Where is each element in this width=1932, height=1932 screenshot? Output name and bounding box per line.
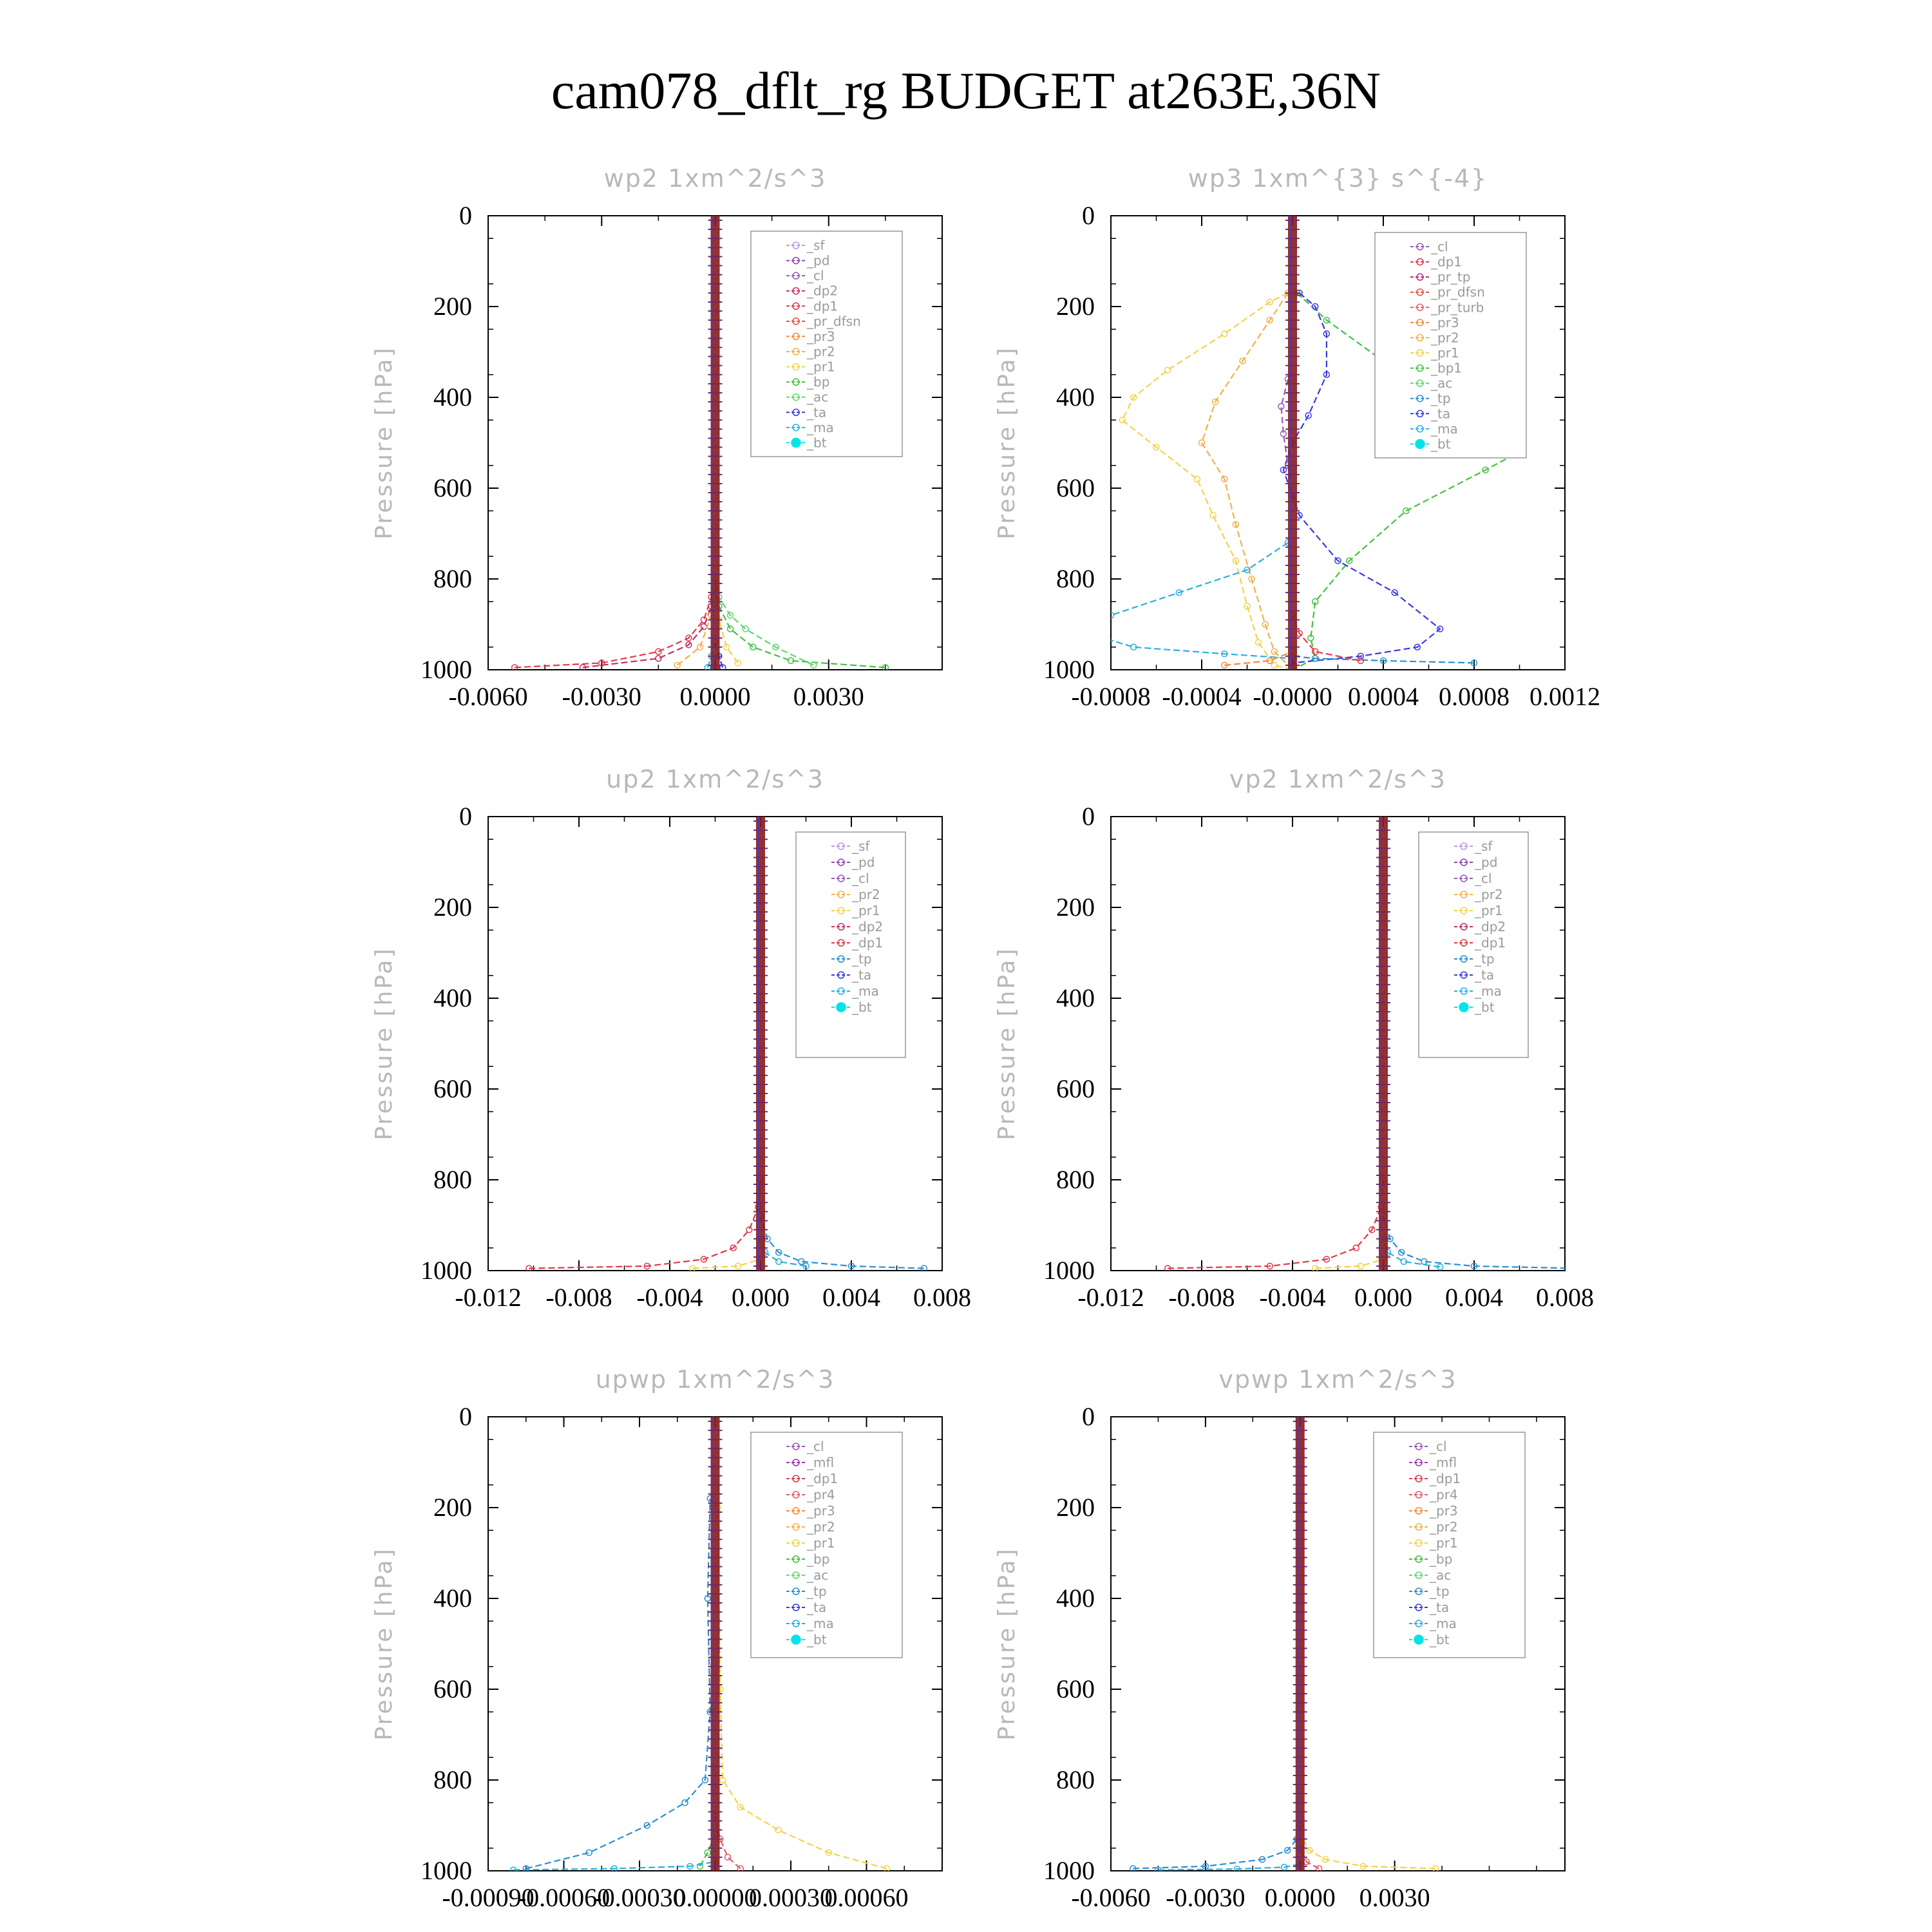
x-tick-label: -0.0060 — [448, 682, 528, 711]
legend-entry-label: _pr1 — [807, 1535, 835, 1551]
panel-title: up2 1xm^2/s^3 — [606, 765, 824, 793]
series-point-_pr1 — [1222, 331, 1227, 337]
y-tick-label: 0 — [459, 802, 472, 831]
x-tick-label: 0.004 — [822, 1283, 880, 1312]
legend-entry-label: _dp1 — [1475, 935, 1506, 951]
legend-entry-label: _pr3 — [1431, 314, 1459, 330]
legend-entry-label: _tp — [852, 951, 872, 967]
y-tick-label: 400 — [433, 383, 472, 412]
y-axis-label: Pressure [hPa] — [994, 346, 1020, 540]
legend-entry-label: _pr_dfsn — [1431, 284, 1485, 300]
charts-container — [371, 164, 1600, 1912]
legend-entry-label: _pr1 — [1430, 1535, 1458, 1551]
legend-entry-label: _pd — [852, 855, 875, 870]
y-tick-label: 400 — [1056, 383, 1095, 412]
y-tick-label: 0 — [459, 1402, 472, 1431]
x-tick-label: -0.0000 — [1253, 682, 1332, 711]
x-tick-label: 0.0000 — [679, 682, 751, 711]
y-tick-label: 800 — [433, 1165, 472, 1194]
y-tick-label: 200 — [433, 1493, 472, 1522]
series-point-_pr1 — [775, 1827, 781, 1833]
legend-entry-label: _dp1 — [807, 298, 838, 314]
legend — [751, 231, 902, 457]
legend-entry-label: _dp1 — [1431, 254, 1463, 270]
legend-entry-label: _ta — [1430, 1600, 1450, 1615]
x-tick-label: 0.0030 — [793, 682, 864, 711]
series-line-_pr1 — [692, 1259, 761, 1268]
y-tick-label: 200 — [1056, 893, 1095, 922]
legend-entry-label: _ac — [1430, 1567, 1452, 1583]
legend-entry-label: _ma — [1475, 983, 1502, 999]
legend-entry-label: _bt — [1475, 999, 1495, 1015]
legend-entry-label: _pr_dfsn — [807, 313, 861, 329]
legend-marker-_bt — [791, 1635, 800, 1644]
x-tick-label: -0.0030 — [1166, 1883, 1245, 1912]
y-tick-label: 600 — [1056, 473, 1095, 502]
series-line-_pr1 — [1300, 1835, 1436, 1869]
legend-entry-label: _ma — [807, 1616, 834, 1631]
series-point-_bp — [750, 644, 756, 650]
legend-entry-label: _pr2 — [1430, 1519, 1458, 1535]
y-axis-label: Pressure [hPa] — [371, 947, 397, 1141]
legend-entry-label: _pr_tp — [1431, 269, 1471, 285]
y-tick-label: 200 — [433, 292, 472, 321]
y-tick-label: 0 — [1082, 1402, 1095, 1431]
legend — [1419, 832, 1528, 1057]
legend-entry-label: _bp — [1430, 1551, 1453, 1567]
series-line-_pr1 — [1315, 1259, 1383, 1268]
series-line-_ma — [1158, 1864, 1300, 1870]
legend — [1375, 232, 1526, 458]
legend-entry-label: _cl — [1431, 239, 1448, 254]
series-line-_dp1 — [1293, 615, 1361, 661]
x-tick-label: -0.0030 — [562, 682, 641, 711]
legend-marker-_bt — [837, 1003, 846, 1012]
series-point-_dp2 — [656, 656, 661, 661]
panel-title: upwp 1xm^2/s^3 — [595, 1365, 835, 1394]
series-line-_ma — [1088, 543, 1293, 659]
legend-entry-label: _ma — [1431, 421, 1458, 437]
series-point-_bp — [728, 626, 734, 632]
y-tick-label: 600 — [1056, 1074, 1095, 1103]
y-tick-label: 1000 — [1043, 1256, 1095, 1285]
y-tick-label: 800 — [433, 1765, 472, 1794]
chart-panel-vp2 — [994, 765, 1594, 1312]
legend-box — [796, 832, 905, 1057]
legend-entry-label: _dp1 — [1430, 1471, 1461, 1486]
x-tick-label: 0.00000 — [673, 1883, 757, 1912]
y-tick-label: 200 — [433, 893, 472, 922]
series-line-_dp1 — [529, 1180, 761, 1269]
y-tick-label: 600 — [433, 1674, 472, 1703]
legend — [751, 1432, 902, 1658]
x-tick-label: 0.00030 — [749, 1883, 833, 1912]
legend-entry-label: _pr2 — [1431, 330, 1459, 346]
legend-entry-label: _bp — [807, 374, 830, 390]
figure-title: cam078_dflt_rg BUDGET at263E,36N — [551, 61, 1381, 120]
legend-marker-_bt — [1416, 439, 1425, 448]
x-tick-label: 0.0000 — [1264, 1883, 1336, 1912]
legend-entry-label: _mfl — [1430, 1455, 1457, 1470]
series-line-_tp — [1383, 1216, 1577, 1268]
y-tick-label: 600 — [433, 473, 472, 502]
y-tick-label: 800 — [433, 564, 472, 593]
series-point-_ma — [1085, 630, 1091, 636]
series-line-_dp1 — [515, 579, 715, 668]
legend-entry-label: _pr_turb — [1431, 299, 1484, 316]
chart-panel-upwp — [371, 1365, 942, 1912]
series-point-_pr1 — [1119, 417, 1125, 423]
legend-entry-label: _bp1 — [1431, 360, 1463, 376]
y-tick-label: 1000 — [421, 655, 472, 684]
y-tick-label: 400 — [433, 1584, 472, 1613]
x-tick-label: -0.0008 — [1071, 682, 1151, 711]
legend-entry-label: _ac — [1431, 375, 1453, 392]
series-line-_tp — [526, 1499, 710, 1869]
y-tick-label: 600 — [433, 1074, 472, 1103]
legend-entry-label: _ma — [1430, 1616, 1457, 1631]
legend-entry-label: _ta — [852, 967, 872, 983]
legend-entry-label: _pr2 — [852, 887, 880, 902]
series-point-_dp2 — [701, 624, 706, 630]
y-tick-label: 200 — [1056, 292, 1095, 321]
legend-entry-label: _ma — [852, 983, 879, 999]
legend-marker-_bt — [1459, 1003, 1468, 1012]
legend-entry-label: _tp — [807, 1584, 827, 1599]
legend-entry-label: _dp1 — [852, 935, 884, 951]
legend-entry-label: _mfl — [807, 1455, 835, 1470]
series-line-_tp — [1133, 1826, 1300, 1869]
chart-panel-vpwp — [994, 1365, 1565, 1912]
legend-entry-label: _sf — [852, 838, 870, 854]
x-tick-label: 0.0004 — [1348, 682, 1419, 711]
y-axis-label: Pressure [hPa] — [371, 346, 397, 540]
series-line-_pr2 — [1202, 293, 1293, 670]
x-tick-label: 0.00060 — [824, 1883, 909, 1912]
legend-entry-label: _pr3 — [807, 1503, 835, 1519]
legend-entry-label: _pd — [807, 252, 830, 269]
y-tick-label: 0 — [1082, 201, 1095, 230]
x-tick-label: -0.0004 — [1162, 682, 1242, 711]
legend-entry-label: _sf — [1475, 838, 1493, 854]
y-tick-label: 1000 — [421, 1256, 472, 1285]
y-axis-label: Pressure [hPa] — [371, 1547, 397, 1741]
series-line-_ma — [1383, 1239, 1440, 1267]
legend — [796, 832, 905, 1057]
legend-entry-label: _cl — [1430, 1439, 1447, 1454]
series-line-_dp2 — [583, 588, 715, 667]
legend-entry-label: _tp — [1475, 951, 1495, 967]
legend-entry-label: _pr2 — [807, 1519, 835, 1535]
legend-entry-label: _pr4 — [807, 1487, 835, 1502]
chart-panel-wp2 — [371, 164, 942, 711]
legend-entry-label: _ta — [807, 404, 827, 421]
x-tick-label: 0.004 — [1445, 1283, 1503, 1312]
y-tick-label: 600 — [1056, 1674, 1095, 1703]
series-point-_pr2 — [674, 662, 680, 668]
legend-entry-label: _bt — [852, 999, 872, 1015]
y-tick-label: 1000 — [1043, 655, 1095, 684]
legend-box — [1419, 832, 1528, 1057]
x-tick-label: -0.00030 — [593, 1883, 686, 1912]
x-tick-label: 0.000 — [732, 1283, 790, 1312]
series-point-_dp1 — [1353, 1245, 1359, 1251]
y-tick-label: 200 — [1056, 1493, 1095, 1522]
legend-entry-label: _dp2 — [852, 919, 884, 934]
x-tick-label: -0.004 — [636, 1283, 703, 1312]
legend-entry-label: _cl — [852, 871, 869, 886]
chart-panel-up2 — [371, 765, 971, 1312]
x-tick-label: -0.008 — [545, 1283, 612, 1312]
panel-title: wp3 1xm^{3} s^{-4} — [1188, 164, 1488, 193]
legend-marker-_bt — [1414, 1635, 1423, 1644]
y-axis-label: Pressure [hPa] — [994, 947, 1020, 1141]
legend-entry-label: _cl — [807, 1439, 824, 1454]
legend-entry-label: _bt — [1431, 436, 1451, 452]
y-tick-label: 400 — [1056, 983, 1095, 1012]
x-tick-label: -0.00060 — [517, 1883, 611, 1912]
legend — [1374, 1432, 1525, 1658]
legend-entry-label: _bt — [807, 1632, 827, 1647]
x-tick-label: 0.0008 — [1439, 682, 1510, 711]
legend-entry-label: _pr1 — [807, 359, 835, 375]
legend-entry-label: _dp2 — [807, 283, 838, 299]
x-tick-label: 0.0012 — [1530, 682, 1600, 711]
legend-entry-label: _pd — [1475, 855, 1498, 870]
y-tick-label: 800 — [1056, 1165, 1095, 1194]
y-tick-label: 800 — [1056, 1765, 1095, 1794]
series-point-_pr1 — [1256, 639, 1262, 645]
legend-entry-label: _tp — [1430, 1584, 1450, 1599]
series-point-_dp1 — [746, 1227, 752, 1233]
x-tick-label: -0.00090 — [442, 1883, 535, 1912]
legend-entry-label: _sf — [807, 238, 825, 253]
legend-entry-label: _pr3 — [807, 328, 835, 345]
legend-entry-label: _ac — [807, 1567, 829, 1583]
legend-entry-label: _dp2 — [1475, 919, 1506, 934]
legend-entry-label: _pr4 — [1430, 1487, 1458, 1502]
legend-entry-label: _bp — [807, 1551, 830, 1567]
legend-entry-label: _pr2 — [1475, 887, 1503, 902]
panel-title: vp2 1xm^2/s^3 — [1229, 765, 1447, 793]
y-tick-label: 0 — [1082, 802, 1095, 831]
legend-entry-label: _ta — [807, 1600, 827, 1615]
legend-entry-label: _bt — [807, 435, 827, 451]
legend-entry-label: _cl — [807, 268, 824, 284]
legend-entry-label: _ta — [1431, 406, 1451, 422]
legend-entry-label: _pr3 — [1430, 1503, 1458, 1519]
panel-title: wp2 1xm^2/s^3 — [603, 164, 827, 193]
y-tick-label: 400 — [433, 983, 472, 1012]
series-line-_dp1 — [1168, 1180, 1383, 1269]
series-line-_pr1 — [1122, 293, 1293, 670]
legend-entry-label: _cl — [1475, 871, 1492, 886]
x-tick-label: 0.008 — [1536, 1283, 1594, 1312]
y-tick-label: 1000 — [421, 1856, 472, 1885]
y-tick-label: 800 — [1056, 564, 1095, 593]
x-tick-label: 0.000 — [1354, 1283, 1412, 1312]
series-point-_pr4 — [725, 1854, 731, 1860]
x-tick-label: -0.008 — [1168, 1283, 1235, 1312]
series-point-_pr1 — [1194, 476, 1200, 482]
legend-entry-label: _ma — [807, 419, 834, 435]
legend-entry-label: _pr1 — [852, 903, 880, 918]
series-line-_bp — [715, 588, 886, 667]
x-tick-label: 0.008 — [913, 1283, 971, 1312]
y-tick-label: 1000 — [1043, 1856, 1095, 1885]
series-line-_tp — [761, 1216, 924, 1268]
series-point-_pr1 — [1165, 367, 1171, 373]
x-tick-label: -0.012 — [455, 1283, 522, 1312]
x-tick-label: -0.004 — [1259, 1283, 1326, 1312]
y-tick-label: 0 — [459, 201, 472, 230]
legend-entry-label: _pr2 — [807, 344, 835, 359]
x-tick-label: -0.012 — [1077, 1283, 1144, 1312]
x-tick-label: 0.0030 — [1359, 1883, 1430, 1912]
legend-entry-label: _pr1 — [1475, 903, 1503, 918]
series-point-_pr1 — [1210, 513, 1216, 518]
legend-entry-label: _dp1 — [807, 1471, 838, 1486]
chart-panel-wp3 — [994, 164, 1600, 711]
y-axis-label: Pressure [hPa] — [994, 1547, 1020, 1741]
legend-marker-_bt — [791, 438, 800, 447]
series-line-_ma — [761, 1239, 806, 1266]
series-point-_tp — [1573, 1265, 1579, 1271]
legend-entry-label: _ac — [807, 389, 829, 405]
y-tick-label: 400 — [1056, 1584, 1095, 1613]
series-point-_tp — [682, 1800, 688, 1806]
x-tick-label: -0.0060 — [1071, 1883, 1151, 1912]
legend-entry-label: _ta — [1475, 967, 1495, 983]
legend-entry-label: _tp — [1431, 390, 1451, 406]
panel-title: vpwp 1xm^2/s^3 — [1218, 1365, 1457, 1394]
legend-entry-label: _bt — [1430, 1632, 1450, 1647]
legend-entry-label: _pr1 — [1431, 345, 1459, 361]
